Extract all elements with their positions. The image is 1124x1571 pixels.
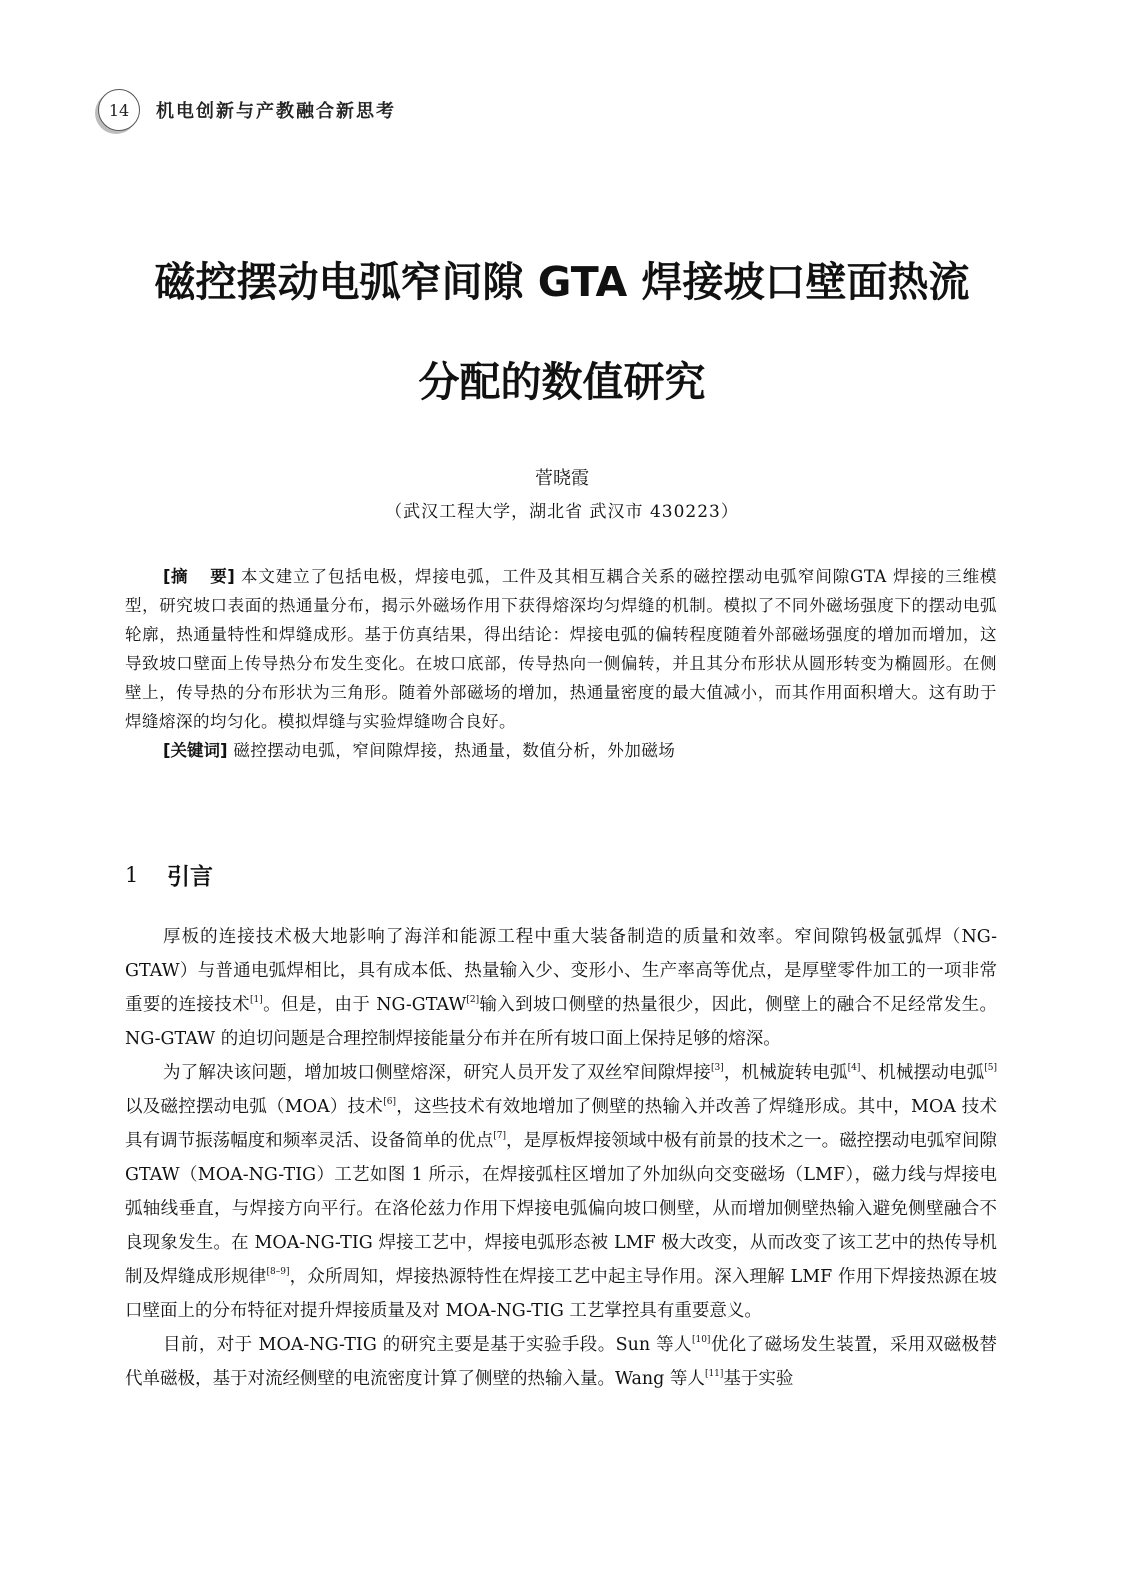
paper-title [60, 232, 1064, 432]
paragraph-text: 。但是，由于 NG-GTAW [262, 995, 467, 1015]
citation-ref: [10] [691, 1335, 711, 1345]
abstract-paragraph [125, 562, 997, 736]
keywords-paragraph [125, 736, 997, 765]
paragraph-text: 、机械摆动电弧 [860, 1063, 985, 1083]
citation-ref: [2] [466, 995, 480, 1005]
paragraph-text: ，众所周知，焊接热源特性在焊接工艺中起主导作用。深入理解 LMF 作用下焊接热源在坡口壁面上的分布特征对提升焊接质量及对 MOA-NG-TIG 工艺掌控具有重要意义。 [125, 1267, 997, 1321]
abstract-text: 本文建立了包括电极，焊接电弧，工件及其相互耦合关系的磁控摆动电弧窄间隙GTA 焊接的三维模型，研究坡口表面的热通量分布，揭示外磁场作用下获得熔深均匀焊缝的机制。模拟了不同外磁场强度下的摆动电弧轮廓，热通量特性和焊缝成形。基于仿真结果，得出结论：焊接电弧的偏转程度随着外部磁场强度的增加而增加，这导致坡口壁面上传导热分布发生变化。在坡口底部，传导热向一侧偏转，并且其分布形状从圆形转变为椭圆形。在侧壁上，传导热的分布形状为三角形。随着外部磁场的增加，热通量密度的最大值减小，而其作用面积增大。这有助于焊缝熔深的均匀化。模拟焊缝与实验焊缝吻合良好。 [125, 567, 998, 731]
paragraph-text: ，机械旋转电弧 [723, 1063, 848, 1083]
paragraph-text: 以及磁控摆动电弧（MOA）技术 [125, 1097, 384, 1117]
citation-ref: [5] [984, 1063, 998, 1073]
section-title: 引言 [167, 864, 213, 890]
paragraph-text: 厚板的连接技术极大地影响了海洋和能源工程中重大装备制造的质量和效率。窄间隙钨极氩弧焊（NG-GTAW）与普通电弧焊相比，具有成本低、热量输入少、变形小、生产率高等优点，是厚壁零件加工的一项非常重要的连接技术 [125, 927, 997, 1015]
paragraph-text: 目前，对于 MOA-NG-TIG 的研究主要是基于实验手段。Sun 等人 [163, 1335, 692, 1355]
citation-ref: [7] [493, 1131, 506, 1141]
title-line-2: 分配的数值研究 [418, 358, 706, 406]
citation-ref: [8–9] [266, 1267, 290, 1277]
citation-ref: [1] [250, 995, 263, 1005]
paragraph-text: 基于实验 [723, 1369, 794, 1389]
abstract-label-char-2: 要 [209, 567, 228, 586]
abstract-label-char-1: 摘 [170, 567, 188, 586]
abstract-label: [摘 要] [163, 567, 235, 586]
author-name: 菅晓霞 [535, 468, 589, 489]
author-affiliation: （武汉工程大学，湖北省 武汉市 430223） [385, 502, 739, 522]
citation-ref: [11] [704, 1369, 724, 1379]
title-line-1: 磁控摆动电弧窄间隙 GTA 焊接坡口壁面热流 [154, 258, 970, 306]
running-header [98, 87, 396, 133]
paragraph-text: 输入到坡口侧壁的热量很少，因此，侧壁上的融合不足经常发生。 NG-GTAW 的迫切问题是合理控制焊接能量分布并在所有坡口面上保持足够的熔深。 [125, 995, 998, 1049]
body-paragraph [125, 920, 997, 1056]
body-text [125, 920, 997, 1396]
keywords-label: [关键词] [163, 741, 228, 760]
paragraph-text: 优化了磁场发生装置，采用双磁极替代单磁极，基于对流经侧壁的电流密度计算了侧壁的热输入量。Wang 等人 [125, 1335, 998, 1389]
paragraph-text: ，是厚板焊接领域中极有前景的技术之一。磁控摆动电弧窄间隙 GTAW（MOA-NG-TIG）工艺如图 1 所示，在焊接弧柱区增加了外加纵向交变磁场（LMF），磁力线与焊接电弧轴线垂直，与焊接方向平行。在洛伦兹力作用下焊接电弧偏向坡口侧壁，从而增加侧壁热输入避免侧壁融合不良现象发生。在 MOA-NG-TIG 焊接工艺中，焊接电弧形态被 LMF 极大改变，从而改变了该工艺中的热传导机制及焊缝成形规律 [125, 1131, 997, 1287]
citation-ref: [3] [710, 1063, 724, 1073]
paragraph-text: ，这些技术有效地增加了侧壁的热输入并改善了焊缝形成。其中，MOA 技术具有调节振荡幅度和频率灵活、设备简单的优点 [125, 1097, 998, 1151]
paragraph-text: 为了解决该问题，增加坡口侧壁熔深，研究人员开发了双丝窄间隙焊接 [163, 1063, 711, 1083]
section-heading [125, 858, 213, 891]
section-number: 1 [125, 862, 139, 887]
journal-title: 机电创新与产教融合新思考 [156, 101, 396, 122]
keywords-text: 磁控摆动电弧，窄间隙焊接，热通量，数值分析，外加磁场 [233, 741, 676, 760]
body-paragraph [125, 1056, 997, 1328]
body-paragraph [125, 1328, 997, 1396]
citation-ref: [4] [847, 1063, 861, 1073]
citation-ref: [6] [383, 1097, 396, 1107]
page-number-badge: 14 [98, 89, 140, 131]
abstract-block [125, 562, 997, 765]
